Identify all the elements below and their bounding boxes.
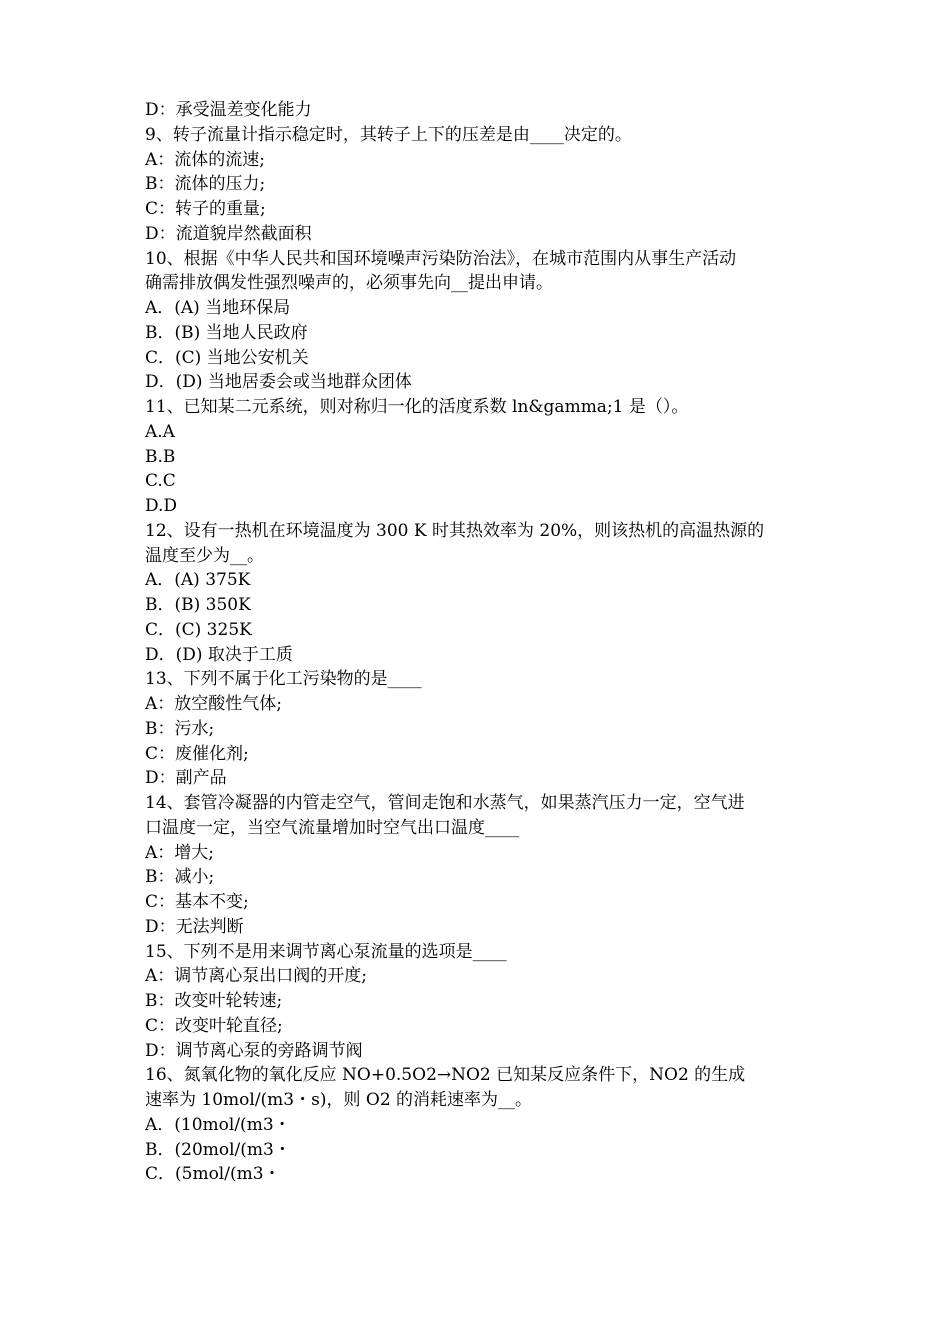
- option-line: C．(C) 当地公安机关: [145, 347, 309, 368]
- option-line: A.A: [145, 421, 175, 442]
- option-line: B.B: [145, 446, 176, 467]
- option-line: A．(10mol/(m3・: [145, 1114, 291, 1135]
- option-line: C：转子的重量;: [145, 199, 266, 219]
- option-line: B：改变叶轮转速;: [145, 991, 283, 1011]
- option-line: A：放空酸性气体;: [145, 694, 283, 714]
- option-line: A．(A) 当地环保局: [145, 298, 291, 318]
- question-line: 9、转子流量计指示稳定时，其转子上下的压差是由____决定的。: [145, 124, 632, 145]
- option-line: D：副产品: [145, 768, 227, 789]
- question-line: 12、设有一热机在环境温度为 300 K 时其热效率为 20%，则该热机的高温热源的: [145, 520, 765, 541]
- option-line: B：减小;: [145, 867, 215, 888]
- option-line: C：废催化剂;: [145, 743, 249, 764]
- question-line: 15、下列不是用来调节离心泵流量的选项是____: [145, 941, 507, 962]
- option-line: D．(D) 当地居委会或当地群众团体: [145, 372, 412, 393]
- question-line: 10、根据《中华人民共和国环境噪声污染防治法》，在城市范围内从事生产活动: [145, 248, 737, 269]
- option-line: B：流体的压力;: [145, 174, 266, 195]
- document-body: [145, 98, 825, 1187]
- option-line: D.D: [145, 496, 178, 516]
- option-line: D．(D) 取决于工质: [145, 644, 293, 665]
- option-line: B．(B) 当地人民政府: [145, 322, 308, 343]
- question-line: 14、套管冷凝器的内管走空气，管间走饱和水蒸气，如果蒸汽压力一定，空气进: [145, 793, 745, 813]
- option-line: C：改变叶轮直径;: [145, 1015, 283, 1036]
- option-line: D：调节离心泵的旁路调节阀: [145, 1040, 363, 1061]
- option-line: A．(A) 375K: [145, 570, 251, 591]
- option-line: C．(5mol/(m3・: [145, 1164, 281, 1185]
- question-line: 口温度一定，当空气流量增加时空气出口温度____: [145, 817, 519, 838]
- option-line: A：调节离心泵出口阀的开度;: [145, 966, 368, 987]
- option-line: B．(B) 350K: [145, 595, 251, 615]
- option-line: D：承受温差变化能力: [145, 100, 312, 120]
- option-line: C.C: [145, 471, 176, 492]
- question-line: 温度至少为__。: [145, 545, 264, 566]
- option-line: D：无法判断: [145, 916, 244, 937]
- option-line: A：流体的流速;: [145, 149, 266, 170]
- question-line: 确需排放偶发性强烈噪声的，必须事先向__提出申请。: [145, 273, 553, 294]
- question-line: 速率为 10mol/(m3・s)，则 O2 的消耗速率为__。: [145, 1090, 533, 1110]
- option-line: B：污水;: [145, 718, 215, 739]
- option-line: B．(20mol/(m3・: [145, 1139, 291, 1160]
- question-line: 13、下列不属于化工污染物的是____: [145, 669, 422, 690]
- question-line: 16、氮氧化物的氧化反应 NO+0.5O2→NO2 已知某反应条件下，NO2 的生成: [145, 1065, 746, 1086]
- option-line: D：流道貌岸然截面积: [145, 223, 312, 244]
- option-line: A：增大;: [145, 842, 215, 863]
- option-line: C：基本不变;: [145, 892, 249, 912]
- option-line: C．(C) 325K: [145, 619, 252, 640]
- question-line: 11、已知某二元系统，则对称归一化的活度系数 ln&gamma;1 是（）。: [145, 397, 689, 417]
